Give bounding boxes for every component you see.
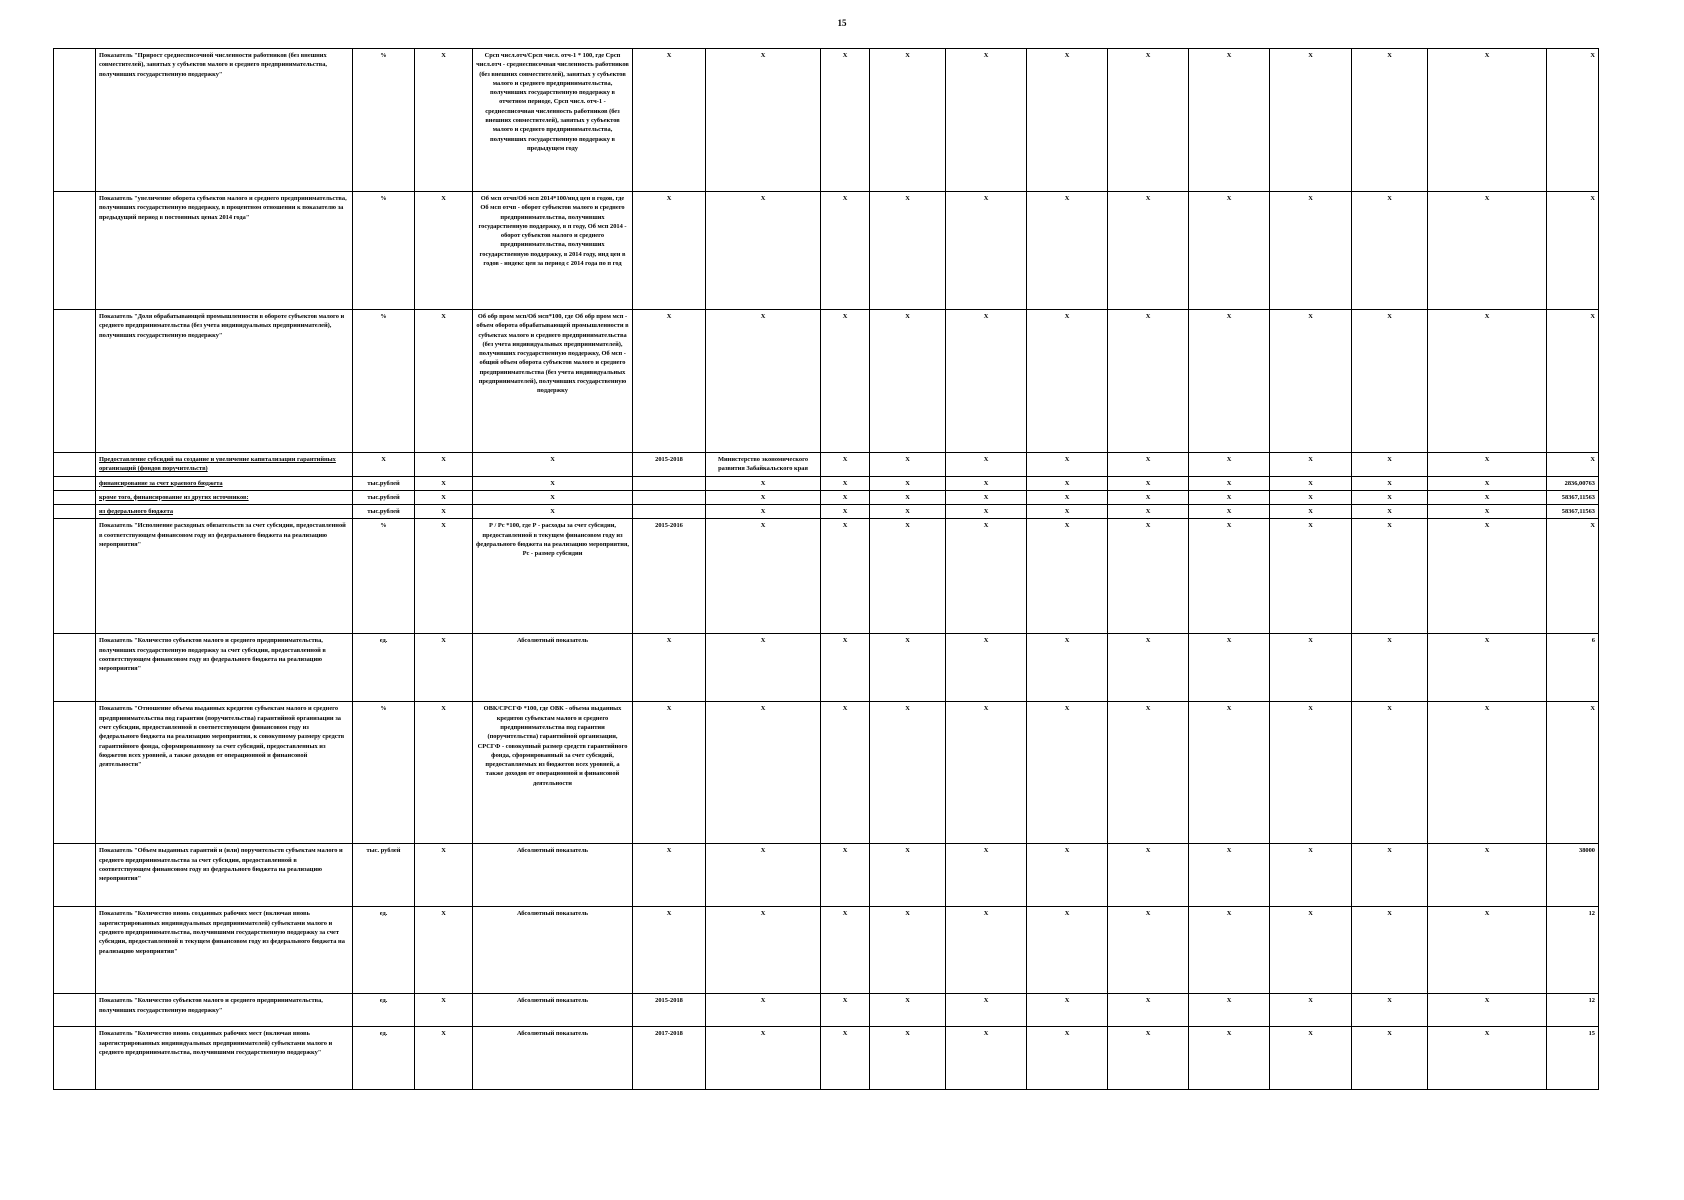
value-cell: X xyxy=(1352,844,1428,907)
value-cell: X xyxy=(1270,453,1352,477)
value-cell: X xyxy=(1027,907,1108,994)
table-row xyxy=(54,192,1599,310)
value-cell: X xyxy=(946,490,1027,504)
value-cell: X xyxy=(1428,192,1547,310)
indicator-name-cell: Показатель "Количество вновь созданных рабочих мест (включая вновь зарегистрированных индивидуальных предпринимателей) субъектами малого и среднего предпринимательства, получившими государственную поддержку" xyxy=(96,1027,353,1090)
code-cell: X xyxy=(415,844,473,907)
unit-cell: X xyxy=(353,453,415,477)
value-cell: X xyxy=(821,907,870,994)
value-cell: X xyxy=(1027,453,1108,477)
value-cell: X xyxy=(946,634,1027,702)
value-cell: X xyxy=(870,994,946,1027)
period-cell: X xyxy=(633,844,706,907)
table-row xyxy=(54,505,1599,519)
value-cell: X xyxy=(821,192,870,310)
formula-cell: Р / Рс *100, где Р - расходы за счет субсидии, предоставленной в текущем финансовом году из федерального бюджета на реализацию мероприятия, Рс - размер субсидии xyxy=(473,519,633,634)
unit-cell: ед. xyxy=(353,994,415,1027)
value-cell: X xyxy=(870,310,946,453)
value-cell: X xyxy=(1027,310,1108,453)
total-cell: X xyxy=(1547,519,1599,634)
indicator-name-cell: Показатель "Количество субъектов малого и среднего предпринимательства, получивших государственную поддержку за счет субсидии, предоставленной в соответствующем финансовом году из федерального бюджета на реализацию мероприятия" xyxy=(96,634,353,702)
executor-cell: X xyxy=(706,634,821,702)
value-cell: X xyxy=(1428,1027,1547,1090)
table-row xyxy=(54,702,1599,844)
formula-cell: X xyxy=(473,476,633,490)
formula-cell: Срсп числ.отч/Срсп числ. отч-1 * 100, где Срсп числ.отч - среднесписочная численность работников (без внешних совместителей), занятых у субъектов малого и среднего предпринимательства, получивших государственную поддержку в отчетном периоде, Срсп числ. отч-1 - среднесписочная численность работников (без внешних совместителей), занятых у субъектов малого и среднего предпринимательства, получивших государственную поддержку в предыдущем году xyxy=(473,49,633,192)
table-row xyxy=(54,519,1599,634)
value-cell: X xyxy=(1189,634,1270,702)
value-cell: X xyxy=(1108,310,1189,453)
indicator-name-cell: Предоставление субсидий на создание и увеличение капитализации гарантийных организаций (фондов поручительств) xyxy=(96,453,353,477)
value-cell: X xyxy=(1270,490,1352,504)
table-row xyxy=(54,634,1599,702)
value-cell: X xyxy=(870,49,946,192)
row-number-cell xyxy=(54,844,96,907)
value-cell: X xyxy=(1027,519,1108,634)
value-cell: X xyxy=(1428,844,1547,907)
executor-cell: X xyxy=(706,310,821,453)
value-cell: X xyxy=(1352,490,1428,504)
value-cell: X xyxy=(1108,519,1189,634)
value-cell: X xyxy=(1189,505,1270,519)
total-cell: X xyxy=(1547,453,1599,477)
value-cell: X xyxy=(870,519,946,634)
unit-cell: тыс.рублей xyxy=(353,505,415,519)
indicator-name-cell: Показатель "Исполнение расходных обязательств за счет субсидии, предоставленной в соответствующем финансовом году из федерального бюджета на реализацию мероприятия" xyxy=(96,519,353,634)
value-cell: X xyxy=(1189,844,1270,907)
unit-cell: ед. xyxy=(353,634,415,702)
indicator-name-cell: Показатель "Доля обрабатывающей промышленности в обороте субъектов малого и среднего предпринимательства (без учета индивидуальных предпринимателей), получивших государственную поддержку" xyxy=(96,310,353,453)
value-cell: X xyxy=(1108,1027,1189,1090)
period-cell: X xyxy=(633,192,706,310)
value-cell: X xyxy=(946,453,1027,477)
value-cell: X xyxy=(1352,192,1428,310)
total-cell: 58367,11563 xyxy=(1547,490,1599,504)
value-cell: X xyxy=(946,505,1027,519)
value-cell: X xyxy=(1189,1027,1270,1090)
period-cell: 2015-2018 xyxy=(633,453,706,477)
code-cell: X xyxy=(415,49,473,192)
unit-cell: ед. xyxy=(353,1027,415,1090)
formula-cell: Абсолютный показатель xyxy=(473,1027,633,1090)
value-cell: X xyxy=(821,519,870,634)
value-cell: X xyxy=(1108,702,1189,844)
table-body xyxy=(54,49,1599,1090)
total-cell: 6 xyxy=(1547,634,1599,702)
formula-cell: ОВК/СРСГФ *100, где ОВК - объема выданных кредитов субъектам малого и среднего предпринимательства под гарантии (поручительства) гарантийной организации, СРСГФ - совокупный размер средств гарантийного фонда, сформированный за счет субсидий, предоставляемых из бюджетов всех уровней, а также доходов от операционной и финансовой деятельности xyxy=(473,702,633,844)
unit-cell: % xyxy=(353,192,415,310)
code-cell: X xyxy=(415,192,473,310)
row-number-cell xyxy=(54,192,96,310)
value-cell: X xyxy=(1270,702,1352,844)
value-cell: X xyxy=(1189,192,1270,310)
value-cell: X xyxy=(1428,519,1547,634)
value-cell: X xyxy=(1189,519,1270,634)
table-row xyxy=(54,844,1599,907)
table-row xyxy=(54,1027,1599,1090)
executor-cell: X xyxy=(706,490,821,504)
value-cell: X xyxy=(870,844,946,907)
value-cell: X xyxy=(1189,310,1270,453)
unit-cell: % xyxy=(353,49,415,192)
period-cell xyxy=(633,505,706,519)
total-cell: 12 xyxy=(1547,994,1599,1027)
code-cell: X xyxy=(415,505,473,519)
total-cell: X xyxy=(1547,49,1599,192)
value-cell: X xyxy=(946,994,1027,1027)
value-cell: X xyxy=(1027,994,1108,1027)
value-cell: X xyxy=(1189,453,1270,477)
row-number-cell xyxy=(54,994,96,1027)
code-cell: X xyxy=(415,702,473,844)
value-cell: X xyxy=(1189,490,1270,504)
value-cell: X xyxy=(1108,490,1189,504)
value-cell: X xyxy=(1108,994,1189,1027)
executor-cell: X xyxy=(706,844,821,907)
value-cell: X xyxy=(1428,476,1547,490)
value-cell: X xyxy=(1428,702,1547,844)
formula-cell: Абсолютный показатель xyxy=(473,994,633,1027)
value-cell: X xyxy=(946,476,1027,490)
value-cell: X xyxy=(1270,476,1352,490)
value-cell: X xyxy=(821,634,870,702)
period-cell: 2015-2016 xyxy=(633,519,706,634)
period-cell: 2017-2018 xyxy=(633,1027,706,1090)
indicator-name-cell: из федерального бюджета xyxy=(96,505,353,519)
table-row xyxy=(54,49,1599,192)
period-cell xyxy=(633,490,706,504)
value-cell: X xyxy=(1428,907,1547,994)
formula-cell: X xyxy=(473,490,633,504)
page-number: 15 xyxy=(837,18,847,28)
value-cell: X xyxy=(1270,519,1352,634)
value-cell: X xyxy=(1027,702,1108,844)
value-cell: X xyxy=(1027,634,1108,702)
period-cell: 2015-2018 xyxy=(633,994,706,1027)
period-cell: X xyxy=(633,702,706,844)
row-number-cell xyxy=(54,453,96,477)
value-cell: X xyxy=(1270,192,1352,310)
program-table xyxy=(53,48,1599,1090)
unit-cell: ед. xyxy=(353,907,415,994)
code-cell: X xyxy=(415,490,473,504)
value-cell: X xyxy=(1270,907,1352,994)
indicator-name-cell: кроме того, финансирование из других источников: xyxy=(96,490,353,504)
value-cell: X xyxy=(821,844,870,907)
value-cell: X xyxy=(870,907,946,994)
executor-cell: X xyxy=(706,907,821,994)
executor-cell: X xyxy=(706,49,821,192)
table-row xyxy=(54,994,1599,1027)
value-cell: X xyxy=(1270,994,1352,1027)
value-cell: X xyxy=(1428,994,1547,1027)
code-cell: X xyxy=(415,310,473,453)
row-number-cell xyxy=(54,1027,96,1090)
value-cell: X xyxy=(870,453,946,477)
value-cell: X xyxy=(1428,453,1547,477)
value-cell: X xyxy=(1108,844,1189,907)
unit-cell: % xyxy=(353,519,415,634)
indicator-name-cell: Показатель "Прирост среднесписочной численности работников (без внешних совместителей), занятых у субъектов малого и среднего предпринимательства, получивших государственную поддержку" xyxy=(96,49,353,192)
row-number-cell xyxy=(54,702,96,844)
value-cell: X xyxy=(1027,49,1108,192)
indicator-name-cell: Показатель "увеличение оборота субъектов малого и среднего предпринимательства, получивших государственную поддержку, в процентном отношении к показателю за предыдущий период в постоянных ценах 2014 года" xyxy=(96,192,353,310)
period-cell: X xyxy=(633,310,706,453)
value-cell: X xyxy=(1270,49,1352,192)
formula-cell: X xyxy=(473,505,633,519)
value-cell: X xyxy=(870,634,946,702)
value-cell: X xyxy=(1108,476,1189,490)
value-cell: X xyxy=(821,310,870,453)
executor-cell: X xyxy=(706,505,821,519)
value-cell: X xyxy=(821,49,870,192)
value-cell: X xyxy=(1108,49,1189,192)
value-cell: X xyxy=(1428,49,1547,192)
executor-cell: Министерство экономического развития Забайкальского края xyxy=(706,453,821,477)
executor-cell: X xyxy=(706,519,821,634)
value-cell: X xyxy=(1027,192,1108,310)
value-cell: X xyxy=(1108,907,1189,994)
unit-cell: тыс. рублей xyxy=(353,844,415,907)
table-row xyxy=(54,476,1599,490)
executor-cell: X xyxy=(706,702,821,844)
value-cell: X xyxy=(1428,490,1547,504)
total-cell: X xyxy=(1547,702,1599,844)
period-cell: X xyxy=(633,49,706,192)
value-cell: X xyxy=(1027,1027,1108,1090)
value-cell: X xyxy=(946,702,1027,844)
value-cell: X xyxy=(1428,505,1547,519)
executor-cell: X xyxy=(706,192,821,310)
unit-cell: % xyxy=(353,702,415,844)
value-cell: X xyxy=(1027,490,1108,504)
value-cell: X xyxy=(1189,994,1270,1027)
value-cell: X xyxy=(1352,453,1428,477)
code-cell: X xyxy=(415,453,473,477)
value-cell: X xyxy=(1352,310,1428,453)
value-cell: X xyxy=(1108,505,1189,519)
value-cell: X xyxy=(1027,476,1108,490)
table-row xyxy=(54,310,1599,453)
formula-cell: Об обр пром мсп/Об мсп*100, где Об обр пром мсп - объем оборота обрабатывающей промышленности в субъектах малого и среднего предпринимательства (без учета индивидуальных предпринимателей), получивших государственную поддержку, Об мсп - общий объем оборота субъектов малого и среднего предпринимательства (без учета индивидуальных предпринимателей), получивших государственную поддержку xyxy=(473,310,633,453)
period-cell: X xyxy=(633,634,706,702)
row-number-cell xyxy=(54,310,96,453)
value-cell: X xyxy=(946,310,1027,453)
value-cell: X xyxy=(1352,702,1428,844)
value-cell: X xyxy=(946,192,1027,310)
value-cell: X xyxy=(1108,192,1189,310)
row-number-cell xyxy=(54,907,96,994)
value-cell: X xyxy=(821,994,870,1027)
row-number-cell xyxy=(54,490,96,504)
formula-cell: Абсолютный показатель xyxy=(473,844,633,907)
code-cell: X xyxy=(415,907,473,994)
period-cell xyxy=(633,476,706,490)
total-cell: X xyxy=(1547,192,1599,310)
value-cell: X xyxy=(1027,505,1108,519)
value-cell: X xyxy=(1428,310,1547,453)
unit-cell: % xyxy=(353,310,415,453)
row-number-cell xyxy=(54,634,96,702)
formula-cell: Об мсп отчп/Об мсп 2014*100/инд цен в годов, где Об мсп отчп - оборот субъектов малого и среднего предпринимательства, получивших государственную поддержку, в п году, Об мсп 2014 - оборот субъектов малого и среднего предпринимательства, получивших государственную поддержку, в 2014 году, инд цен в годов - индекс цен за период с 2014 года по п год xyxy=(473,192,633,310)
total-cell: 2836,00763 xyxy=(1547,476,1599,490)
value-cell: X xyxy=(1352,476,1428,490)
value-cell: X xyxy=(870,490,946,504)
executor-cell: X xyxy=(706,1027,821,1090)
value-cell: X xyxy=(946,1027,1027,1090)
table-row xyxy=(54,453,1599,477)
indicator-name-cell: финансирование за счет краевого бюджета xyxy=(96,476,353,490)
value-cell: X xyxy=(1027,844,1108,907)
indicator-name-cell: Показатель "Количество субъектов малого и среднего предпринимательства, получивших государственную поддержку" xyxy=(96,994,353,1027)
unit-cell: тыс.рублей xyxy=(353,490,415,504)
value-cell: X xyxy=(1189,476,1270,490)
formula-cell: X xyxy=(473,453,633,477)
value-cell: X xyxy=(821,490,870,504)
value-cell: X xyxy=(821,702,870,844)
value-cell: X xyxy=(821,505,870,519)
row-number-cell xyxy=(54,476,96,490)
indicator-name-cell: Показатель "Количество вновь созданных рабочих мест (включая вновь зарегистрированных индивидуальных предпринимателей) субъектами малого и среднего предпринимательства, получившими государственную поддержку за счет субсидии, предоставленной в текущем финансовом году из федерального бюджета на реализацию мероприятия" xyxy=(96,907,353,994)
value-cell: X xyxy=(1428,634,1547,702)
value-cell: X xyxy=(1270,634,1352,702)
value-cell: X xyxy=(1270,844,1352,907)
period-cell: X xyxy=(633,907,706,994)
total-cell: 58367,11563 xyxy=(1547,505,1599,519)
total-cell: X xyxy=(1547,310,1599,453)
value-cell: X xyxy=(946,844,1027,907)
formula-cell: Абсолютный показатель xyxy=(473,907,633,994)
total-cell: 38000 xyxy=(1547,844,1599,907)
value-cell: X xyxy=(821,453,870,477)
value-cell: X xyxy=(1270,505,1352,519)
code-cell: X xyxy=(415,634,473,702)
value-cell: X xyxy=(1108,634,1189,702)
value-cell: X xyxy=(870,702,946,844)
executor-cell: X xyxy=(706,994,821,1027)
row-number-cell xyxy=(54,49,96,192)
value-cell: X xyxy=(1270,310,1352,453)
row-number-cell xyxy=(54,505,96,519)
code-cell: X xyxy=(415,519,473,634)
unit-cell: тыс.рублей xyxy=(353,476,415,490)
value-cell: X xyxy=(1352,49,1428,192)
indicator-name-cell: Показатель "Объем выданных гарантий и (или) поручительств субъектам малого и среднего предпринимательства за счет субсидии, предоставленной в соответствующем финансовом году из федерального бюджета на реализацию мероприятия" xyxy=(96,844,353,907)
value-cell: X xyxy=(1352,1027,1428,1090)
value-cell: X xyxy=(946,907,1027,994)
table-row xyxy=(54,490,1599,504)
table-row xyxy=(54,907,1599,994)
formula-cell: Абсолютный показатель xyxy=(473,634,633,702)
value-cell: X xyxy=(946,519,1027,634)
code-cell: X xyxy=(415,1027,473,1090)
executor-cell: X xyxy=(706,476,821,490)
value-cell: X xyxy=(870,1027,946,1090)
code-cell: X xyxy=(415,994,473,1027)
indicator-name-cell: Показатель "Отношение объема выданных кредитов субъектам малого и среднего предпринимательства под гарантии (поручительства) гарантийной организации за счет субсидии, предоставленной в соответствующем финансовом году из федерального бюджета на реализацию мероприятия, к совокупному размеру средств гарантийного фонда, сформированному за счет субсидий, предоставленных из бюджетов всех уровней, а также доходов от операционной и финансовой деятельности" xyxy=(96,702,353,844)
value-cell: X xyxy=(870,192,946,310)
value-cell: X xyxy=(1352,519,1428,634)
value-cell: X xyxy=(870,505,946,519)
value-cell: X xyxy=(1189,907,1270,994)
value-cell: X xyxy=(1108,453,1189,477)
value-cell: X xyxy=(1352,634,1428,702)
code-cell: X xyxy=(415,476,473,490)
total-cell: 15 xyxy=(1547,1027,1599,1090)
value-cell: X xyxy=(1352,994,1428,1027)
value-cell: X xyxy=(1352,505,1428,519)
value-cell: X xyxy=(870,476,946,490)
value-cell: X xyxy=(1189,702,1270,844)
value-cell: X xyxy=(1189,49,1270,192)
value-cell: X xyxy=(821,1027,870,1090)
value-cell: X xyxy=(1352,907,1428,994)
row-number-cell xyxy=(54,519,96,634)
value-cell: X xyxy=(946,49,1027,192)
total-cell: 12 xyxy=(1547,907,1599,994)
value-cell: X xyxy=(821,476,870,490)
value-cell: X xyxy=(1270,1027,1352,1090)
